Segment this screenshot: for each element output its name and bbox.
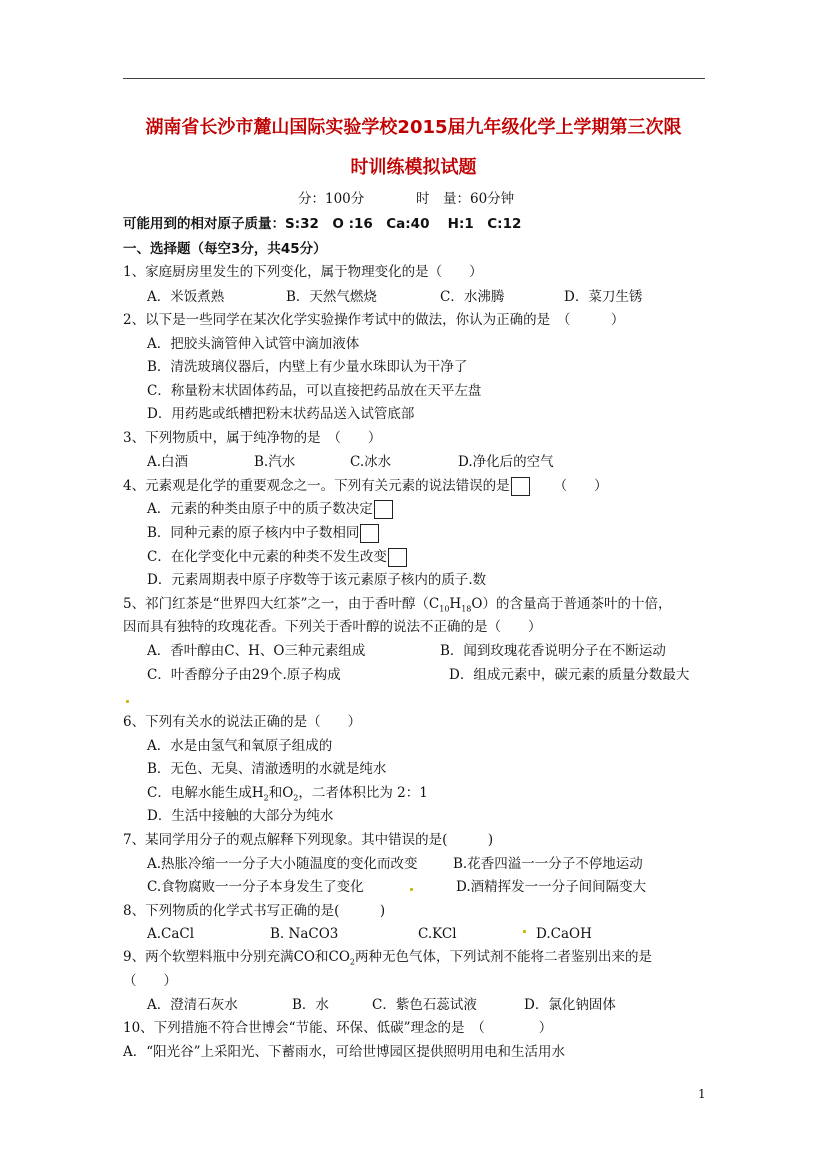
q4-paren: （ ） [553, 478, 608, 494]
q2-option-c: C．称量粉末状固体药品，可以直接把药品放在天平左盘 [147, 383, 482, 399]
q10-option-a: A．“阳光谷”上采阳光、下蓄雨水，可给世博园区提供照明用电和生活用水 [123, 1044, 566, 1060]
q9-stem [123, 948, 652, 972]
q4-stem [123, 477, 608, 496]
q6-o2-sub: 2 [293, 793, 299, 803]
q5-stem-pre: 5、祁门红茶是“世界四大红茶”之一，由于香叶醇（C [123, 596, 440, 612]
q5-option-b: B．闻到玫瑰花香说明分子在不断运动 [440, 643, 666, 659]
q5-option-c: C．叶香醇分子由29个.原子构成 [147, 667, 341, 683]
section-heading: 一、选择题（每空3分，共45分） [123, 241, 327, 257]
q9-option-d: D．氯化钠固体 [524, 997, 616, 1013]
answer-box [374, 500, 393, 519]
q5-stem-post: O）的含量高于普通茶叶的十倍， [471, 596, 672, 612]
q6-option-a: A．水是由氢气和氧原子组成的 [147, 738, 333, 754]
q6-h2-sub: 2 [263, 793, 269, 803]
q9-option-a: A．澄清石灰水 [147, 997, 238, 1013]
q7-option-c: C.食物腐败一一分子本身发生了变化 [147, 879, 364, 895]
q1-option-c: C．水沸腾 [440, 289, 505, 305]
q4-option-c-text: C．在化学变化中元素的种类不发生改变 [147, 549, 387, 565]
q9-paren: （ ） [123, 973, 177, 989]
q3-option-b: B.汽水 [254, 454, 296, 470]
q2-option-b: B．清洗玻璃仪器后，内壁上有少量水珠即认为干净了 [147, 359, 468, 375]
q2-option-a: A．把胶头滴管伸入试管中滴加液体 [147, 336, 360, 352]
q6-option-b: B．无色、无臭、清澈透明的水就是纯水 [147, 761, 387, 777]
q6-option-c-pre: C．电解水能生成H [147, 785, 264, 801]
q9-stem-pre: 9、两个软塑料瓶中分别充满CO和CO [123, 949, 350, 965]
q7-option-d: D.酒精挥发一一分子间间隔变大 [456, 879, 647, 895]
q3-option-c: C.冰水 [350, 454, 392, 470]
exam-title-line2: 时训练模拟试题 [350, 157, 477, 178]
q5-stem-line1 [123, 595, 671, 619]
q5-option-d: D．组成元素中，碳元素的质量分数最大 [449, 667, 690, 683]
q5-option-a: A．香叶醇由C、H、O三种元素组成 [147, 643, 366, 659]
q4-option-c [147, 548, 407, 567]
q2-option-d: D．用药匙或纸槽把粉末状药品送入试管底部 [147, 406, 415, 422]
q5-formula-sub2: 18 [461, 604, 472, 614]
q4-option-b-text: B．同种元素的原子核内中子数相同 [147, 525, 360, 541]
q4-option-a-text: A．元素的种类由原子中的质子数决定 [147, 501, 373, 517]
answer-box [360, 524, 379, 543]
q3-option-a: A.白酒 [147, 454, 189, 470]
q7-stem: 7、某同学用分子的观点解释下列现象。其中错误的是( ) [123, 832, 494, 848]
q6-option-c-post: ，二者体积比为 2：1 [298, 785, 428, 801]
q4-stem-text: 4、元素观是化学的重要观念之一。下列有关元素的说法错误的是 [123, 478, 510, 494]
header-rule [123, 78, 705, 79]
score-info: 分：100分 [298, 191, 365, 207]
q5-stem-line2: 因而具有独特的玫瑰花香。下列关于香叶醇的说法不正确的是（ ） [123, 619, 542, 635]
q3-option-d: D.净化后的空气 [458, 454, 554, 470]
q6-option-c-mid: 和O [268, 785, 294, 801]
q4-option-b [147, 524, 379, 543]
q9-co2-sub: 2 [349, 957, 355, 967]
q8-option-a: A.CaCl [147, 926, 195, 942]
q6-option-c [147, 784, 428, 808]
q1-option-a: A．米饭煮熟 [147, 289, 225, 305]
answer-box [388, 548, 407, 567]
q4-option-a [147, 500, 393, 519]
q5-formula-sub1: 10 [439, 604, 450, 614]
page-number: 1 [698, 1087, 706, 1101]
q7-option-b: B.花香四溢一一分子不停地运动 [453, 856, 643, 872]
q8-option-d: D.CaOH [536, 926, 592, 942]
q6-stem: 6、下列有关水的说法正确的是（ ） [123, 714, 362, 730]
answer-box [511, 477, 530, 496]
q5-formula-mid: H [449, 596, 462, 612]
stray-mark [126, 700, 129, 703]
q2-stem: 2、以下是一些同学在某次化学实验操作考试中的做法，你认为正确的是 （ ） [123, 312, 625, 328]
exam-title-line1: 湖南省长沙市麓山国际实验学校2015届九年级化学上学期第三次限 [145, 117, 682, 138]
stray-mark [410, 888, 413, 891]
q8-option-b: B. NaCO3 [270, 926, 339, 942]
time-info: 时 量：60分钟 [416, 191, 515, 207]
q4-option-d: D．元素周期表中原子序数等于该元素原子核内的质子.数 [147, 572, 487, 588]
q1-stem: 1、家庭厨房里发生的下列变化，属于物理变化的是（ ） [123, 264, 483, 280]
q8-option-c: C.KCl [418, 926, 457, 942]
q3-stem: 3、下列物质中，属于纯净物的是 （ ） [123, 430, 382, 446]
q9-stem-post: 两种无色气体，下列试剂不能将二者鉴别出来的是 [354, 949, 652, 965]
q6-option-d: D．生活中接触的大部分为纯水 [147, 808, 334, 824]
q9-option-c: C．紫色石蕊试液 [372, 997, 477, 1013]
q10-stem: 10、下列措施不符合世博会“节能、环保、低碳”理念的是 （ ） [123, 1020, 553, 1036]
stray-mark [523, 930, 526, 933]
q1-option-d: D．菜刀生锈 [564, 289, 643, 305]
q8-stem: 8、下列物质的化学式书写正确的是( ) [123, 903, 386, 919]
q1-option-b: B．天然气燃烧 [286, 289, 377, 305]
atomic-mass-note: 可能用到的相对原子质量：S:32 O :16 Ca:40 H:1 C:12 [123, 216, 522, 232]
q7-option-a: A.热胀冷缩一一分子大小随温度的变化而改变 [147, 856, 418, 872]
q9-option-b: B．水 [292, 997, 329, 1013]
